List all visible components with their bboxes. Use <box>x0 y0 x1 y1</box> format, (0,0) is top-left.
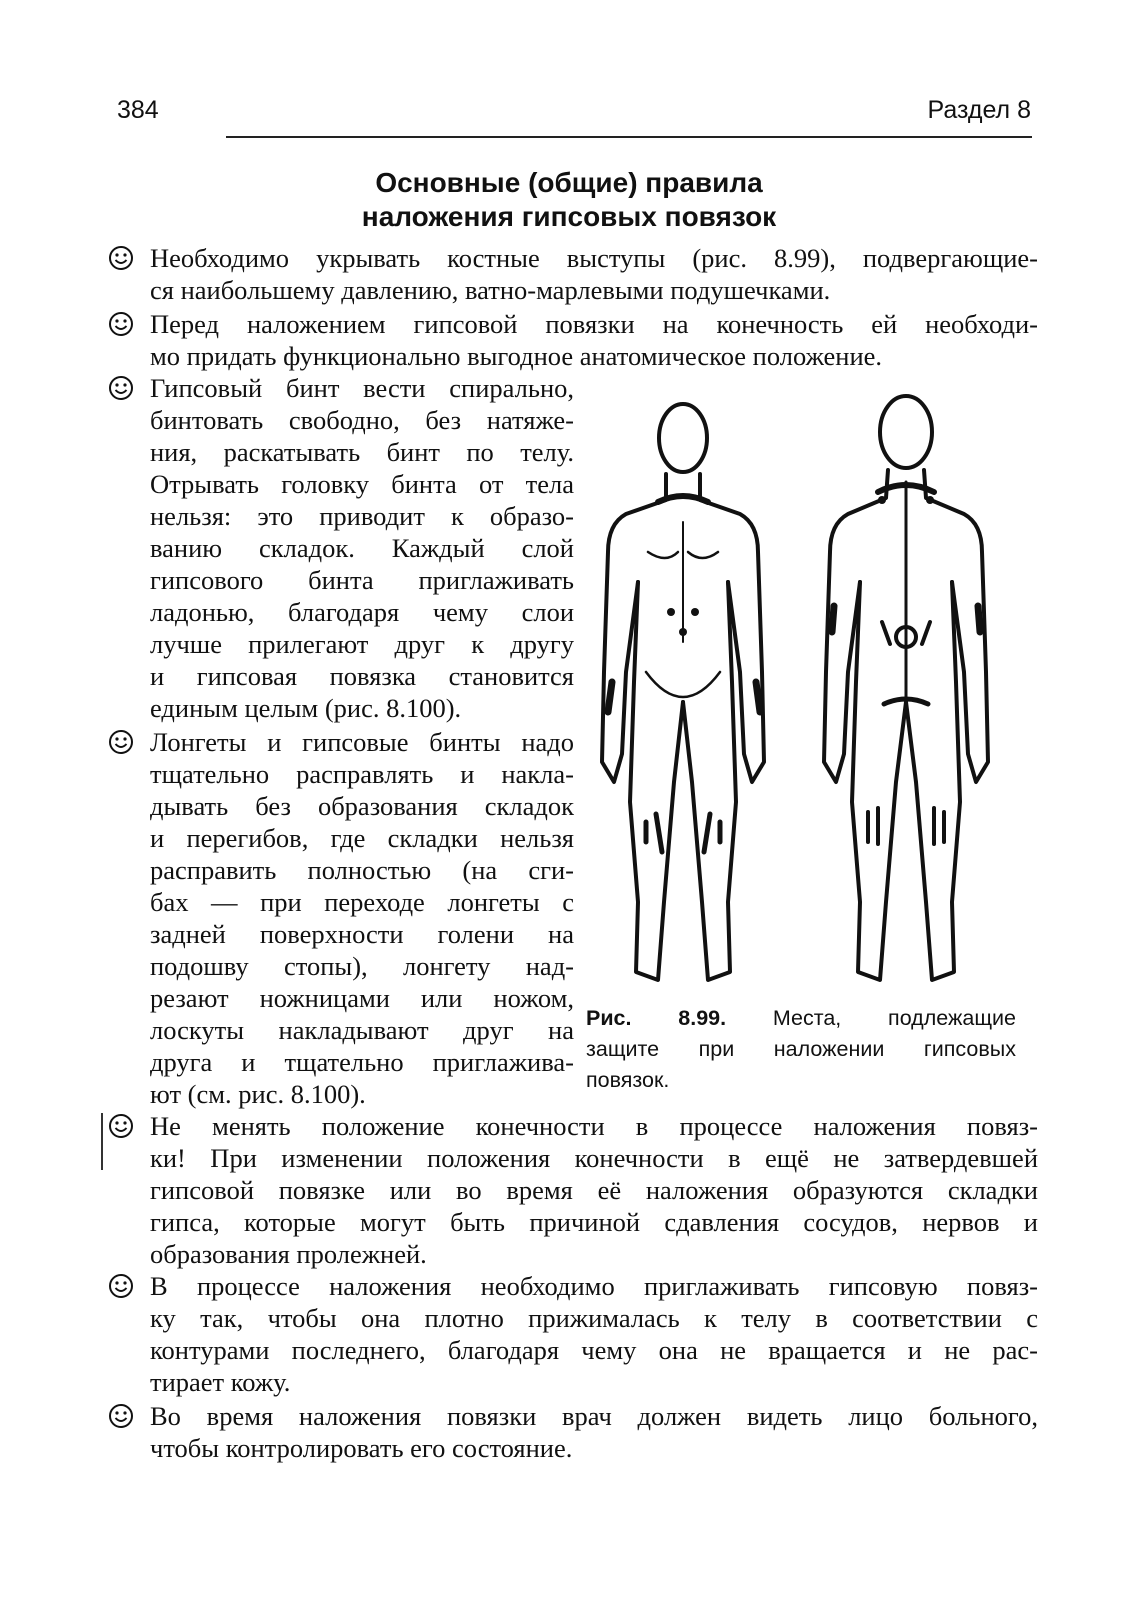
bullet-4-line-10: лоскуты накладывают друг на <box>150 1015 574 1045</box>
bullet-5-line-5: образования пролежней. <box>150 1239 427 1269</box>
figure-caption-line-1 <box>586 1004 1016 1033</box>
bullet-3-line-8: ладонью, благодаря чему слои <box>150 597 574 627</box>
figure-caption-line-3: повязок. <box>586 1068 670 1092</box>
bullet-5-line-3: гипсовой повязке или во время её наложения образуются складки <box>150 1175 1038 1205</box>
page-number: 384 <box>117 96 159 124</box>
section-label: Раздел 8 <box>927 96 1031 124</box>
figure-label: Рис. 8.99. <box>586 1006 727 1030</box>
bullet-3-line-4: Отрывать головку бинта от тела <box>150 469 574 499</box>
bullet-6-line-1: В процессе наложения необходимо приглаживать гипсовую повяз- <box>150 1271 1038 1301</box>
bullet-4-line-9: резают ножницами или ножом, <box>150 983 574 1013</box>
bullet-3-line-10: и гипсовая повязка становится <box>150 661 574 691</box>
bullet-2-line-1: Перед наложением гипсовой повязки на конечность ей необходи- <box>150 309 1038 339</box>
bullet-4-line-7: задней поверхности голени на <box>150 919 574 949</box>
smiley-icon <box>108 1403 134 1429</box>
bullet-3-line-3: ния, раскатывать бинт по телу. <box>150 437 574 467</box>
smiley-icon <box>108 311 134 337</box>
bullet-4-line-4: и перегибов, где складки нельзя <box>150 823 574 853</box>
bullet-1-line-1: Необходимо укрывать костные выступы (рис. 8.99), подвергающие- <box>150 243 1038 273</box>
bullet-3-line-9: лучше прилегают друг к другу <box>150 629 574 659</box>
bullet-6-line-4: тирает кожу. <box>150 1367 291 1397</box>
bullet-4-line-3: дывать без образования складок <box>150 791 574 821</box>
smiley-icon <box>108 1273 134 1299</box>
bullet-3-line-6: ванию складок. Каждый слой <box>150 533 574 563</box>
header-rule <box>226 136 1032 138</box>
bullet-2-line-2: мо придать функционально выгодное анатомическое положение. <box>150 341 883 371</box>
section-title-line-1: Основные (общие) правила <box>375 167 763 198</box>
bullet-5-line-2: ки! При изменении положения конечности в ещё не затвердевшей <box>150 1143 1038 1173</box>
bullet-4-line-8: подошву стопы), лонгету над- <box>150 951 574 981</box>
human-figure-front-icon <box>602 404 764 980</box>
bullet-4-line-1: Лонгеты и гипсовые бинты надо <box>150 727 574 757</box>
smiley-icon <box>108 1113 134 1139</box>
smiley-icon <box>108 375 134 401</box>
bullet-3-line-2: бинтовать свободно, без натяже- <box>150 405 574 435</box>
smiley-icon <box>108 729 134 755</box>
human-figure-back-icon <box>824 396 988 980</box>
bullet-4-line-11: друга и тщательно приглажива- <box>150 1047 574 1077</box>
smiley-icon <box>108 245 134 271</box>
figure-8-99 <box>586 382 1018 1002</box>
bullet-7-line-2: чтобы контролировать его состояние. <box>150 1433 573 1463</box>
bullet-6-line-2: ку так, чтобы она плотно прижималась к телу в соответствии с <box>150 1303 1038 1333</box>
margin-mark <box>101 1113 103 1170</box>
bullet-3-line-11: единым целым (рис. 8.100). <box>150 693 462 723</box>
bullet-4-line-2: тщательно расправлять и накла- <box>150 759 574 789</box>
bullet-3-line-5: нельзя: это приводит к образо- <box>150 501 574 531</box>
section-title-line-2: наложения гипсовых повязок <box>361 201 777 232</box>
bullet-5-line-4: гипса, которые могут быть причиной сдавления сосудов, нервов и <box>150 1207 1038 1237</box>
bullet-7-line-1: Во время наложения повязки врач должен видеть лицо больного, <box>150 1401 1038 1431</box>
figure-caption-text-1: Места, подлежащие <box>772 1006 1016 1030</box>
bullet-4-line-5: расправить полностью (на сги- <box>150 855 574 885</box>
bullet-3-line-7: гипсового бинта приглаживать <box>150 565 574 595</box>
bullet-3-line-1: Гипсовый бинт вести спирально, <box>150 373 574 403</box>
bullet-1-line-2: ся наибольшему давлению, ватно-марлевыми подушечками. <box>150 275 831 305</box>
bullet-4-line-12: ют (см. рис. 8.100). <box>150 1079 366 1109</box>
bullet-5-line-1: Не менять положение конечности в процессе наложения повяз- <box>150 1111 1038 1141</box>
bullet-4-line-6: бах — при переходе лонгеты с <box>150 887 574 917</box>
figure-caption-line-2: защите при наложении гипсовых <box>586 1037 1016 1061</box>
bullet-6-line-3: контурами последнего, благодаря чему она не вращается и не рас- <box>150 1335 1038 1365</box>
